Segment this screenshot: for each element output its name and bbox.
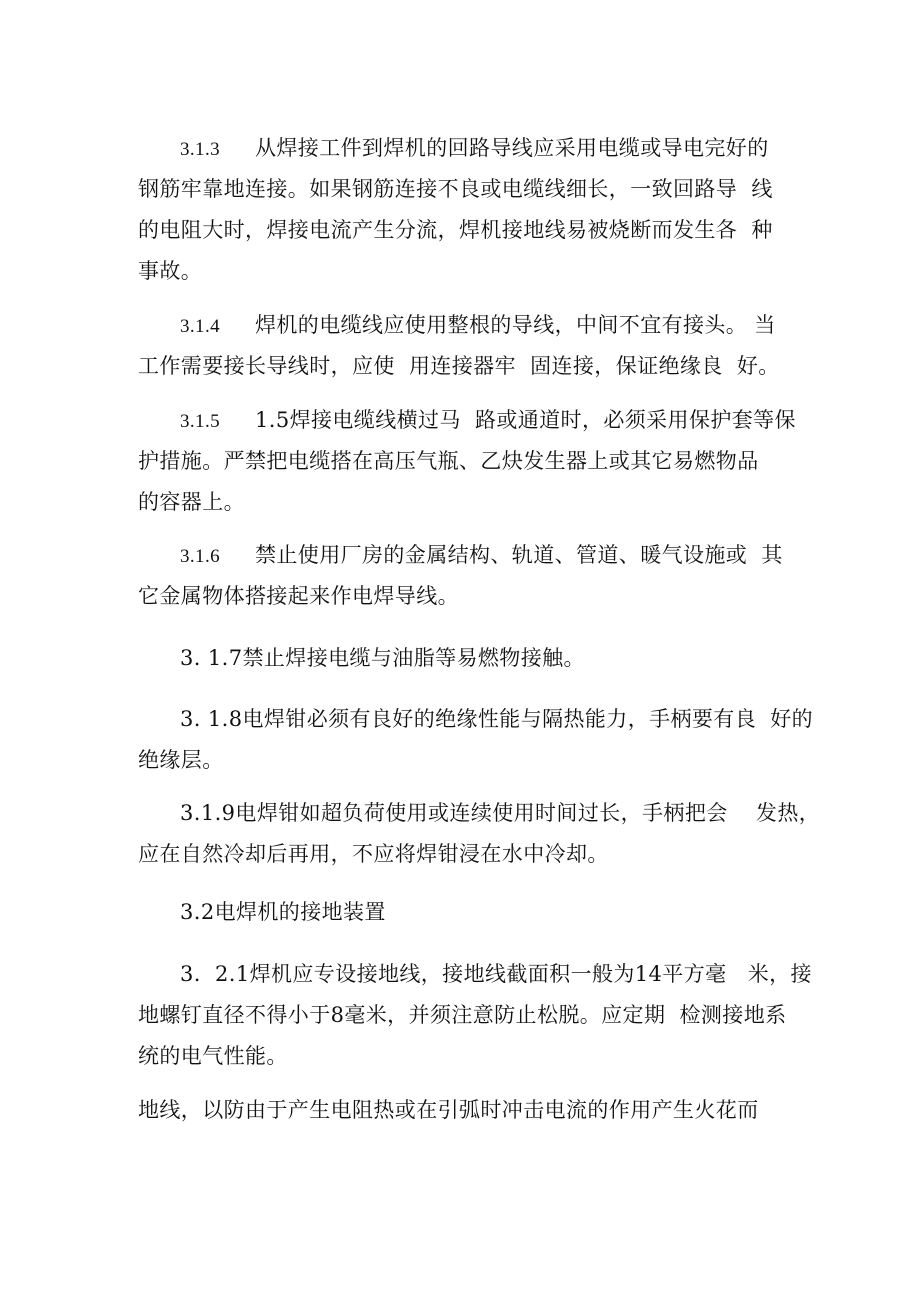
line-text: 1.5焊接电缆线横过马 路或通道时，必须采用保护套等保 [255,408,796,432]
paragraph-line [138,128,838,169]
paragraph-line: 的电阻大时，焊接电流产生分流，焊机接地线易被烧断而发生各 种 [138,218,773,242]
clause-3-1-8 [138,699,838,781]
clause-number: 3.1.3 [180,139,220,160]
line-text: 焊机的电缆线应使用整根的导线，中间不宜有接头。 当 [255,313,776,337]
paragraph-line: 它金属物体搭接起来作电焊导线。 [138,584,459,608]
clause-3-1-5 [138,400,838,523]
paragraph-line: 地螺钉直径不得小于8毫米，并须注意防止松脱。应定期 检测接地系 [138,1003,787,1027]
line-text: 从焊接工件到焊机的回路导线应采用电缆或导电完好的 [255,136,769,160]
paragraph-line: 统的电气性能。 [138,1044,288,1068]
paragraph-line: 3. 2.1焊机应专设接地线，接地线截面积一般为14平方毫 米，接 [180,962,812,986]
clause-3-1-6 [138,535,838,617]
paragraph-line: 护措施。严禁把电缆搭在高压气瓶、乙炔发生器上或其它易燃物品 [138,449,759,473]
paragraph-line: 绝缘层。 [138,748,224,772]
paragraph-line: 3. 1.8电焊钳必须有良好的绝缘性能与隔热能力，手柄要有良 好的 [180,707,814,731]
clause-3-1-3 [138,128,838,292]
section-3-2-heading [138,892,838,933]
paragraph-line: 地线，以防由于产生电阻热或在引弧时冲击电流的作用产生火花而 [138,1098,759,1122]
clause-number: 3.1.4 [180,316,220,337]
clause-3-1-7 [138,638,838,679]
paragraph-line: 应在自然冷却后再用，不应将焊钳浸在水中冷却。 [138,842,609,866]
paragraph-line: 3.2电焊机的接地装置 [180,900,386,924]
clause-3-1-9 [138,793,838,875]
clause-3-2-1 [138,954,838,1077]
paragraph-line: 3.1.9电焊钳如超负荷使用或连续使用时间过长，手柄把会 发热， [180,801,821,825]
paragraph-line: 的容器上。 [138,490,245,514]
clause-number: 3.1.6 [180,546,220,567]
paragraph-line: 工作需要接长导线时，应使 用连接器牢 固连接，保证绝缘良 好。 [138,354,780,378]
paragraph-line [138,400,838,441]
paragraph-line: 3. 1.7禁止焊接电缆与油脂等易燃物接触。 [180,646,585,670]
line-text: 禁止使用厂房的金属结构、轨道、管道、暖气设施或 其 [255,543,783,567]
paragraph-line: 钢筋牢靠地连接。如果钢筋连接不良或电缆线细长，一致回路导 线 [138,177,773,201]
clause-number: 3.1.5 [180,411,220,432]
clause-3-1-4 [138,305,838,387]
paragraph-line: 事故。 [138,259,203,283]
paragraph-line [138,535,838,576]
paragraph-line [138,305,838,346]
trailing-paragraph [138,1090,838,1131]
